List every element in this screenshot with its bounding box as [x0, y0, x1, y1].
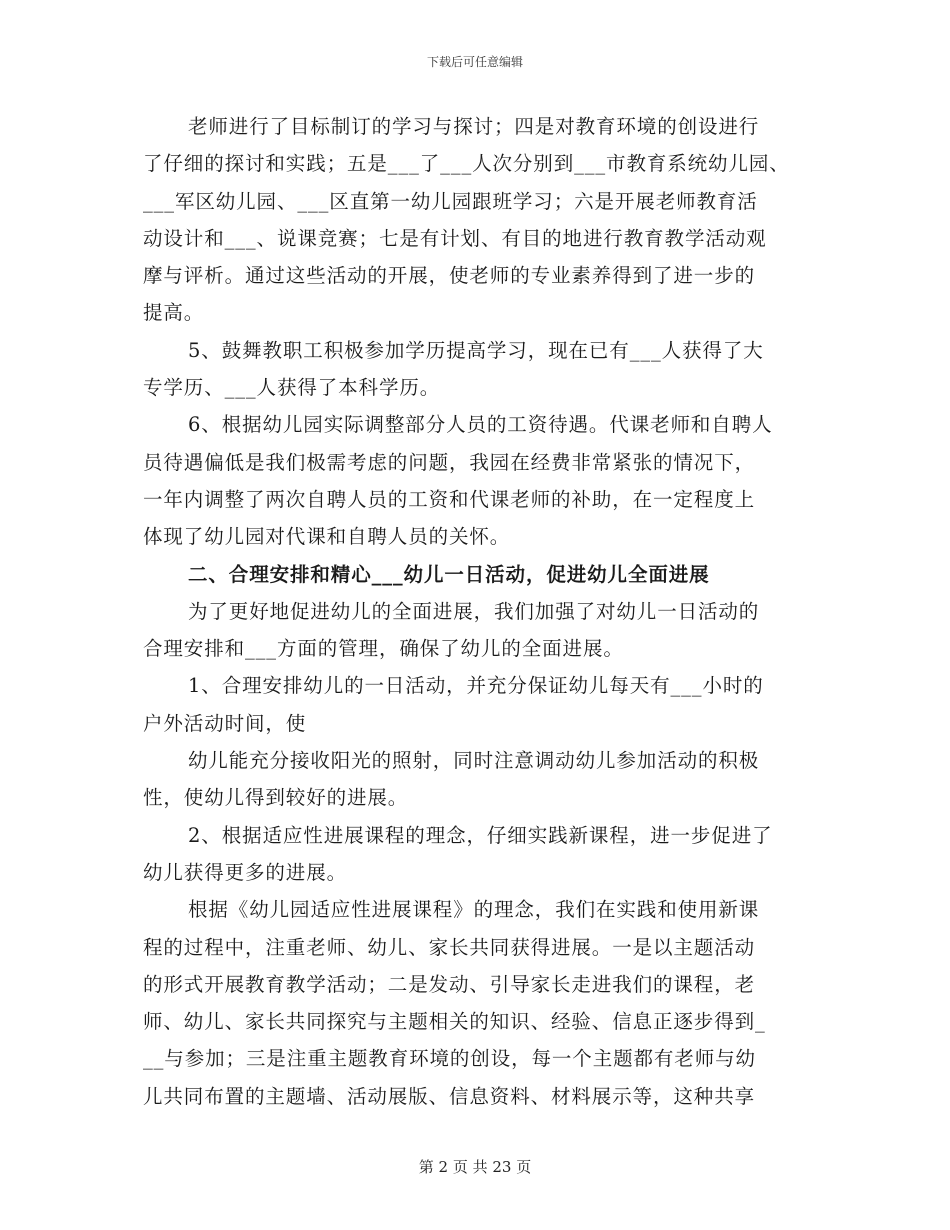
- text-line: 根据《幼儿园适应性进展课程》的理念，我们在实践和使用新课: [188, 898, 760, 922]
- text-line: 提高。: [143, 301, 205, 325]
- text-line: 员待遇偏低是我们极需考虑的问题，我园在经费非常紧张的情况下，: [143, 450, 756, 474]
- text-line: 幼儿获得更多的进展。: [143, 860, 348, 884]
- text-line: 专学历、___人获得了本科学历。: [143, 376, 441, 400]
- text-line: 幼儿能充分接收阳光的照射，同时注意调动幼儿参加活动的积极: [188, 749, 760, 773]
- page-header: 下载后可任意编辑: [426, 55, 523, 69]
- text-line: ___军区幼儿园、___区直第一幼儿园跟班学习；六是开展老师教育活: [143, 189, 758, 213]
- text-line: 5、鼓舞教职工积极参加学历提高学习，现在已有___人获得了大: [188, 338, 764, 362]
- page-number: 第 2 页 共 23 页: [418, 1158, 532, 1176]
- text-line: 为了更好地促进幼儿的全面进展，我们加强了对幼儿一日活动的: [188, 599, 760, 623]
- text-line: __与参加；三是注重主题教育环境的创设，每一个主题都有老师与幼: [143, 1047, 756, 1071]
- text-line: 2、根据适应性进展课程的理念，仔细实践新课程，进一步促进了: [188, 823, 773, 847]
- text-line: 体现了幼儿园对代课和自聘人员的关怀。: [143, 525, 511, 549]
- text-line: 户外活动时间，使: [143, 711, 307, 735]
- text-line: 6、根据幼儿园实际调整部分人员的工资待遇。代课老师和自聘人: [188, 413, 773, 437]
- document-body: [143, 108, 823, 1115]
- text-line: 一年内调整了两次自聘人员的工资和代课老师的补助，在一定程度上: [143, 487, 756, 511]
- text-line: 动设计和___、说课竞赛；七是有计划、有目的地进行教育教学活动观: [143, 226, 767, 250]
- text-line: 的形式开展教育教学活动；二是发动、引导家长走进我们的课程，老: [143, 972, 756, 996]
- text-line: 摩与评析。通过这些活动的开展，使老师的专业素养得到了进一步的: [143, 264, 756, 288]
- text-line: 程的过程中，注重老师、幼儿、家长共同获得进展。一是以主题活动: [143, 935, 756, 959]
- text-line: 1、合理安排幼儿的一日活动，并充分保证幼儿每天有___小时的: [188, 674, 764, 698]
- text-line: 儿共同布置的主题墙、活动展版、信息资料、材料展示等，这种共享: [143, 1084, 756, 1108]
- text-line: 性，使幼儿得到较好的进展。: [143, 786, 409, 810]
- text-line: 师、幼儿、家长共同探究与主题相关的知识、经验、信息正逐步得到_: [143, 1010, 766, 1034]
- section-heading: 二、合理安排和精心___幼儿一日活动，促进幼儿全面进展: [188, 562, 710, 586]
- text-line: 老师进行了目标制订的学习与探讨；四是对教育环境的创设进行: [188, 115, 760, 138]
- text-line: 合理安排和___方面的管理，确保了幼儿的全面进展。: [143, 637, 624, 661]
- text-line: 了仔细的探讨和实践；五是___了___人次分别到___市教育系统幼儿园、: [143, 152, 790, 176]
